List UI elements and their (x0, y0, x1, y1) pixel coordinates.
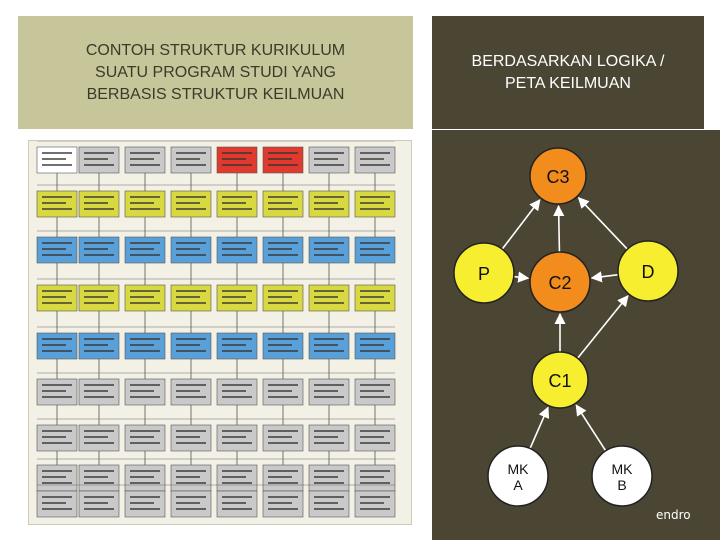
chart-text-line (176, 476, 200, 478)
chart-text-line (268, 290, 298, 292)
chart-text-line (222, 390, 246, 392)
chart-text-line (222, 396, 252, 398)
chart-text-line (268, 158, 292, 160)
chart-text-line (360, 290, 390, 292)
chart-text-line (268, 152, 298, 154)
chart-text-line (130, 496, 160, 498)
node-label-mka-line-2: A (513, 477, 523, 493)
right-title-line-2: PETA KEILMUAN (505, 74, 631, 92)
chart-text-line (130, 242, 160, 244)
curriculum-chart-image (28, 140, 412, 525)
chart-text-line (130, 152, 160, 154)
chart-text-line (42, 384, 72, 386)
chart-text-line (360, 436, 384, 438)
chart-text-line (314, 344, 338, 346)
knowledge-map-diagram (432, 130, 720, 540)
chart-text-line (222, 164, 252, 166)
chart-text-line (84, 242, 114, 244)
chart-text-line (84, 508, 114, 510)
chart-text-line (268, 482, 298, 484)
chart-text-line (314, 248, 338, 250)
chart-text-line (176, 496, 206, 498)
chart-text-line (314, 202, 338, 204)
chart-text-line (222, 442, 252, 444)
chart-text-line (130, 248, 154, 250)
chart-text-line (130, 302, 160, 304)
chart-text-line (130, 482, 160, 484)
chart-text-line (360, 470, 390, 472)
chart-text-line (360, 430, 390, 432)
chart-text-line (360, 254, 390, 256)
chart-text-line (314, 470, 344, 472)
chart-text-line (84, 384, 114, 386)
chart-text-line (176, 396, 206, 398)
chart-text-line (222, 508, 252, 510)
chart-text-line (42, 430, 72, 432)
left-title-line-3: BERBASIS STRUKTUR KEILMUAN (86, 85, 345, 103)
edge-c2-to-c3 (559, 206, 560, 252)
chart-text-line (42, 508, 72, 510)
chart-text-line (176, 338, 206, 340)
chart-text-line (42, 164, 72, 166)
chart-text-line (314, 502, 338, 504)
chart-text-line (130, 470, 160, 472)
chart-text-line (42, 502, 66, 504)
chart-text-line (268, 508, 298, 510)
chart-text-line (84, 496, 114, 498)
chart-text-line (84, 248, 108, 250)
chart-text-line (84, 350, 114, 352)
chart-text-line (130, 158, 154, 160)
chart-text-line (84, 338, 114, 340)
chart-text-line (84, 164, 114, 166)
chart-text-line (130, 476, 154, 478)
chart-text-line (130, 290, 160, 292)
chart-text-line (42, 196, 72, 198)
chart-text-line (130, 254, 160, 256)
chart-text-line (176, 242, 206, 244)
chart-text-line (84, 442, 114, 444)
chart-text-line (314, 208, 344, 210)
chart-text-line (176, 442, 206, 444)
chart-text-line (222, 254, 252, 256)
chart-text-line (314, 338, 344, 340)
chart-text-line (314, 508, 344, 510)
edge-d-to-c3 (579, 198, 628, 249)
chart-text-line (42, 476, 66, 478)
chart-text-line (268, 350, 298, 352)
chart-text-line (176, 208, 206, 210)
chart-text-line (360, 302, 390, 304)
chart-text-line (314, 430, 344, 432)
chart-text-line (222, 496, 252, 498)
chart-text-line (176, 248, 200, 250)
chart-text-line (42, 390, 66, 392)
chart-text-line (42, 496, 72, 498)
chart-text-line (222, 296, 246, 298)
right-title-box (432, 16, 704, 129)
node-label-p: P (477, 264, 491, 284)
chart-text-line (130, 436, 154, 438)
chart-text-line (130, 390, 154, 392)
chart-text-line (84, 290, 114, 292)
chart-text-line (176, 290, 206, 292)
chart-text-line (176, 152, 206, 154)
chart-text-line (84, 208, 114, 210)
chart-text-line (360, 344, 384, 346)
chart-text-line (360, 442, 390, 444)
chart-text-line (222, 290, 252, 292)
chart-text-line (314, 254, 344, 256)
chart-text-line (360, 482, 390, 484)
chart-text-line (222, 470, 252, 472)
chart-text-line (176, 344, 200, 346)
chart-text-line (130, 296, 154, 298)
chart-text-line (42, 248, 66, 250)
chart-text-line (42, 290, 72, 292)
chart-text-line (268, 470, 298, 472)
chart-text-line (84, 152, 114, 154)
chart-text-line (314, 152, 344, 154)
chart-text-line (42, 202, 66, 204)
chart-text-line (268, 248, 292, 250)
chart-text-line (314, 302, 344, 304)
node-label-mkb-line-2: B (617, 477, 627, 493)
chart-text-line (176, 350, 206, 352)
chart-text-line (84, 502, 108, 504)
chart-text-line (268, 202, 292, 204)
left-title-line-1: CONTOH STRUKTUR KURIKULUM (85, 41, 346, 59)
chart-text-line (42, 296, 66, 298)
chart-text-line (222, 152, 252, 154)
chart-text-line (360, 158, 384, 160)
chart-text-line (360, 496, 390, 498)
chart-text-line (222, 344, 246, 346)
chart-text-line (176, 302, 206, 304)
chart-text-line (84, 254, 114, 256)
curriculum-chart-drawing (29, 141, 411, 524)
chart-text-line (130, 502, 154, 504)
chart-text-line (84, 436, 108, 438)
edge-p-to-c3 (502, 200, 540, 249)
chart-text-line (42, 350, 72, 352)
chart-text-line (314, 196, 344, 198)
knowledge-map-panel (432, 130, 720, 540)
chart-text-line (176, 470, 206, 472)
chart-text-line (360, 390, 384, 392)
chart-text-line (360, 296, 384, 298)
chart-text-line (222, 350, 252, 352)
chart-text-line (268, 390, 292, 392)
chart-text-line (42, 470, 72, 472)
chart-text-line (176, 296, 200, 298)
chart-text-line (268, 344, 292, 346)
chart-text-line (130, 430, 160, 432)
chart-text-line (222, 196, 252, 198)
chart-text-line (360, 396, 390, 398)
chart-text-line (130, 202, 154, 204)
chart-text-line (130, 164, 160, 166)
chart-text-line (176, 436, 200, 438)
chart-text-line (176, 158, 200, 160)
chart-text-line (268, 296, 292, 298)
chart-text-line (360, 350, 390, 352)
chart-text-line (84, 476, 108, 478)
chart-text-line (314, 384, 344, 386)
chart-text-line (130, 384, 160, 386)
chart-text-line (176, 164, 206, 166)
chart-text-line (222, 338, 252, 340)
chart-text-line (222, 302, 252, 304)
chart-text-line (42, 442, 72, 444)
chart-text-line (314, 496, 344, 498)
chart-text-line (360, 164, 390, 166)
chart-text-line (314, 242, 344, 244)
node-label-d: D (641, 262, 655, 282)
chart-text-line (176, 430, 206, 432)
chart-text-line (42, 344, 66, 346)
chart-text-line (130, 442, 160, 444)
chart-text-line (268, 476, 292, 478)
edge-mkb-to-c1 (576, 405, 605, 451)
chart-text-line (130, 344, 154, 346)
chart-text-line (42, 302, 72, 304)
chart-text-line (176, 202, 200, 204)
chart-text-line (360, 248, 384, 250)
chart-text-line (42, 396, 72, 398)
chart-text-line (268, 164, 298, 166)
chart-text-line (84, 302, 114, 304)
chart-text-line (176, 196, 206, 198)
chart-text-line (222, 476, 246, 478)
chart-text-line (42, 152, 72, 154)
chart-text-line (84, 158, 108, 160)
edge-mka-to-c1 (530, 407, 548, 448)
chart-text-line (130, 208, 160, 210)
chart-text-line (42, 338, 72, 340)
chart-text-line (130, 338, 160, 340)
edge-d-to-c2 (592, 275, 618, 278)
left-title-box (18, 16, 413, 129)
chart-text-line (360, 476, 384, 478)
chart-text-line (314, 290, 344, 292)
chart-text-line (360, 502, 384, 504)
chart-text-line (42, 254, 72, 256)
chart-text-line (360, 202, 384, 204)
chart-text-line (268, 242, 298, 244)
edge-p-to-c2 (514, 277, 528, 279)
chart-text-line (360, 338, 390, 340)
chart-text-line (176, 254, 206, 256)
chart-text-line (222, 482, 252, 484)
chart-text-line (222, 384, 252, 386)
chart-text-line (130, 508, 160, 510)
chart-text-line (42, 158, 66, 160)
chart-text-line (84, 396, 114, 398)
chart-text-line (84, 296, 108, 298)
chart-text-line (360, 508, 390, 510)
chart-text-line (84, 430, 114, 432)
chart-text-line (314, 390, 338, 392)
chart-text-line (314, 158, 338, 160)
chart-text-line (268, 430, 298, 432)
chart-text-line (84, 344, 108, 346)
chart-text-line (176, 384, 206, 386)
chart-text-line (84, 196, 114, 198)
chart-text-line (360, 384, 390, 386)
chart-text-line (176, 482, 206, 484)
chart-text-line (84, 482, 114, 484)
node-label-c3: C3 (546, 167, 570, 187)
chart-text-line (268, 436, 292, 438)
chart-text-line (314, 476, 338, 478)
chart-text-line (360, 196, 390, 198)
chart-text-line (268, 254, 298, 256)
right-title-line-1: BERDASARKAN LOGIKA / (471, 52, 665, 70)
chart-text-line (42, 208, 72, 210)
chart-text-line (130, 196, 160, 198)
chart-text-line (42, 482, 72, 484)
chart-text-line (84, 390, 108, 392)
node-label-mka-line-1: MK (507, 461, 529, 477)
chart-text-line (84, 202, 108, 204)
chart-text-line (268, 442, 298, 444)
chart-text-line (42, 436, 66, 438)
chart-text-line (176, 502, 200, 504)
chart-text-line (268, 496, 298, 498)
left-title-line-2: SUATU PROGRAM STUDI YANG (95, 63, 336, 81)
node-label-mkb-line-1: MK (611, 461, 633, 477)
chart-text-line (222, 242, 252, 244)
chart-text-line (176, 508, 206, 510)
chart-text-line (222, 436, 246, 438)
chart-text-line (130, 350, 160, 352)
chart-text-line (268, 302, 298, 304)
chart-text-line (268, 208, 298, 210)
chart-text-line (314, 436, 338, 438)
chart-text-line (222, 430, 252, 432)
chart-text-line (314, 164, 344, 166)
chart-text-line (268, 396, 298, 398)
chart-text-line (360, 208, 390, 210)
chart-text-line (222, 158, 246, 160)
chart-text-line (268, 338, 298, 340)
chart-text-line (314, 296, 338, 298)
edge-c1-to-d (578, 296, 628, 358)
chart-text-line (360, 242, 390, 244)
chart-text-line (176, 390, 200, 392)
chart-text-line (314, 442, 344, 444)
chart-text-line (222, 248, 246, 250)
node-label-c1: C1 (548, 371, 572, 391)
chart-text-line (268, 384, 298, 386)
chart-text-line (222, 502, 246, 504)
node-label-c2: C2 (548, 273, 572, 293)
chart-text-line (314, 482, 344, 484)
chart-text-line (314, 350, 344, 352)
chart-text-line (42, 242, 72, 244)
chart-text-line (222, 208, 252, 210)
chart-text-line (222, 202, 246, 204)
chart-text-line (268, 502, 292, 504)
chart-text-line (314, 396, 344, 398)
signature-text: endro (656, 508, 691, 522)
chart-text-line (130, 396, 160, 398)
chart-text-line (360, 152, 390, 154)
chart-text-line (268, 196, 298, 198)
chart-text-line (84, 470, 114, 472)
